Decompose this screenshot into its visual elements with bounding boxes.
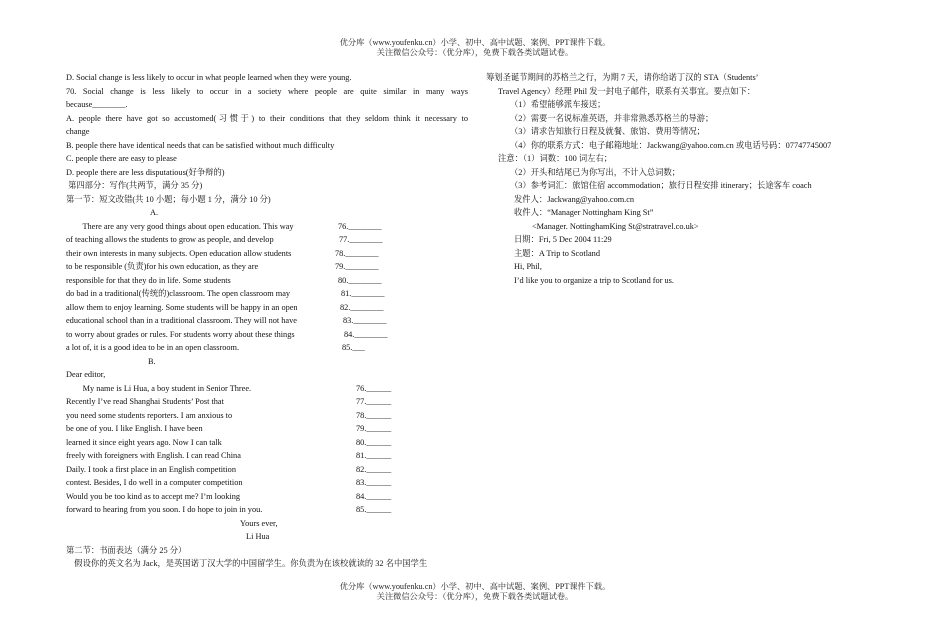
answer-blank: 83.________: [343, 316, 387, 325]
answer-blank: 80.______: [356, 437, 392, 447]
part4-heading: 第四部分：写作(共两节，满分 35 分): [66, 181, 203, 190]
passage-a-line: There are any very good things about open education. This way 76.________: [66, 220, 468, 234]
email-body: I’d like you to organize a trip to Scotland for us.: [514, 275, 674, 285]
writing-task-intro: 假设你的英文名为 Jack，是英国诺丁汉大学的中国留学生。你负责为在该校就读的 32 名中国学生: [66, 559, 428, 568]
right-column: [486, 71, 886, 287]
passage-a-line: to be responsible (负责)for his own education, as they are 79.________: [66, 260, 468, 274]
task-text-2: Travel Agency）经理 Phil 发一封电子邮件，联系有关事宜。要点如下：: [498, 86, 756, 96]
passage-a-line: a lot of, it is a good idea to be in an open classroom. 85.___: [66, 341, 468, 355]
email-salutation: Hi, Phil,: [514, 262, 542, 271]
email-to: 收件人：“Manager Nottingham King St”: [514, 208, 654, 217]
passage-a-line: their own interests in many subjects. Open education allow students 78.________: [66, 247, 468, 261]
email-date: 日期：Fri, 5 Dec 2004 11:29: [514, 235, 612, 244]
answer-blank: 85.______: [356, 505, 392, 514]
answer-blank: 76.________: [338, 221, 382, 231]
point-1: （1）希望能够派车接送；: [510, 100, 606, 109]
answer-blank: 79.______: [356, 424, 392, 433]
passage-b-line: Would you be too kind as to accept me? I’m looking 84.______: [66, 490, 468, 504]
answer-blank: 80.________: [338, 275, 382, 285]
answer-blank: 81.______: [356, 451, 392, 460]
task-text-1: 筹划圣诞节期间的苏格兰之行，为期 7 天，请你给诺丁汉的 STA（Students’: [486, 73, 759, 82]
q70-option-d: D. people there are less disputatious(好争辩的): [66, 167, 225, 177]
passage-a-line: do bad in a traditional(传统的)classroom. The open classroom may 81.________: [66, 287, 468, 301]
passage-b-label: B.: [148, 356, 156, 366]
header-line-1: 优分库（www.youfenku.cn）小学、初中、高中试题、案例、PPT课件下载。: [339, 38, 611, 47]
answer-blank: 76.______: [356, 383, 392, 393]
passage-b: [66, 382, 468, 517]
passage-b-line: contest. Besides, I do well in a computer competition 83.______: [66, 476, 468, 490]
footer-line-1: 优分库（www.youfenku.cn）小学、初中、高中试题、案例、PPT课件下载。: [339, 582, 611, 591]
page-header: [0, 38, 950, 58]
q70-option-c: C. people there are easy to please: [66, 154, 177, 163]
email-from: 发件人：Jackwang@yahoo.com.cn: [514, 194, 635, 204]
note-word-count: 注意：（1）词数：100 词左右；: [498, 154, 613, 163]
passage-b-line: you need some students reporters. I am anxious to 78.______: [66, 409, 468, 423]
answer-blank: 79.________: [335, 262, 379, 271]
section2-heading: 第二节：书面表达（满分 25 分）: [66, 545, 187, 555]
email-subject: 主题：A Trip to Scotland: [514, 248, 600, 258]
q70-option-a-cont: change: [66, 127, 90, 136]
header-line-2: 关注微信公众号：（优分库），免费下载各类试题试卷。: [376, 48, 574, 57]
note-vocabulary: （3）参考词汇：旅馆住宿 accommodation；旅行日程安排 itinerary；长途客车 coach: [510, 181, 812, 190]
passage-b-line: forward to hearing from you soon. I do hope to join in you. 85.______: [66, 503, 468, 517]
q70-option-a: A. people there have got so accustomed(习惯于) to their conditions that they seldom think it necessary to: [66, 113, 468, 123]
answer-blank: 84.______: [356, 491, 392, 501]
answer-blank: 78.________: [335, 248, 379, 258]
answer-blank: 78.______: [356, 410, 392, 420]
letter-greeting: Dear editor,: [66, 370, 106, 379]
note-opening: （2）开头和结尾已为你写出，不计入总词数；: [510, 167, 681, 177]
q69-option-d: D. Social change is less likely to occur in what people learned when they were young.: [66, 73, 352, 82]
letter-signature: Li Hua: [246, 532, 270, 541]
point-4: （4）你的联系方式：电子邮箱地址：Jackwang@yahoo.com.cn 或电话号码：07747745007: [510, 140, 832, 150]
answer-blank: 85.___: [342, 343, 365, 352]
answer-blank: 77.________: [339, 235, 383, 244]
passage-b-line: learned it since eight years ago. Now I can talk 80.______: [66, 436, 468, 450]
passage-a-line: responsible for that they do in life. Some students 80.________: [66, 274, 468, 288]
page-footer: [0, 582, 950, 602]
passage-a-line: of teaching allows the students to grow as people, and develop 77.________: [66, 233, 468, 247]
answer-blank: 82.________: [340, 302, 384, 312]
answer-blank: 77.______: [356, 397, 392, 406]
passage-b-line: My name is Li Hua, a boy student in Senior Three. 76.______: [66, 382, 468, 396]
passage-a-line: to worry about grades or rules. For students worry about these things 84.________: [66, 328, 468, 342]
letter-closing: Yours ever,: [240, 518, 278, 528]
passage-a-label: A.: [150, 208, 159, 217]
left-column: [66, 71, 468, 571]
passage-a-line: educational school than in a traditional classroom. They will not have 83.________: [66, 314, 468, 328]
q70-option-b: B. people there have identical needs that can be satisfied without much difficulty: [66, 140, 335, 150]
passage-b-line: Daily. I took a first place in an English competition 82.______: [66, 463, 468, 477]
answer-blank: 82.______: [356, 464, 392, 474]
answer-blank: 81.________: [341, 289, 385, 298]
passage-a-line: allow them to enjoy learning. Some students will be happy in an open 82.________: [66, 301, 468, 315]
answer-blank: 84.________: [344, 329, 388, 339]
section1-heading: 第一节：短文改错(共 10 小题；每小题 1 分，满分 10 分): [66, 194, 271, 204]
email-to-address: <Manager. NottinghamKing St@stratravel.co.uk>: [532, 221, 699, 231]
passage-a: [66, 220, 468, 355]
footer-line-2: 关注微信公众号：（优分库），免费下载各类试题试卷。: [376, 592, 574, 601]
passage-b-line: Recently I’ve read Shanghai Students’ Post that 77.______: [66, 395, 468, 409]
passage-b-line: freely with foreigners with English. I can read China 81.______: [66, 449, 468, 463]
q70-stem: 70. Social change is less likely to occur in a society where people are quite similar in many ways: [66, 86, 468, 96]
point-3: （3）请求告知旅行日程及就餐、旅馆、费用等情况；: [510, 127, 705, 136]
passage-b-line: be one of you. I like English. I have been 79.______: [66, 422, 468, 436]
point-2: （2）需要一名说标准英语，并非常熟悉苏格兰的导游；: [510, 113, 714, 123]
q70-stem-cont: because________.: [66, 100, 128, 109]
answer-blank: 83.______: [356, 478, 392, 487]
